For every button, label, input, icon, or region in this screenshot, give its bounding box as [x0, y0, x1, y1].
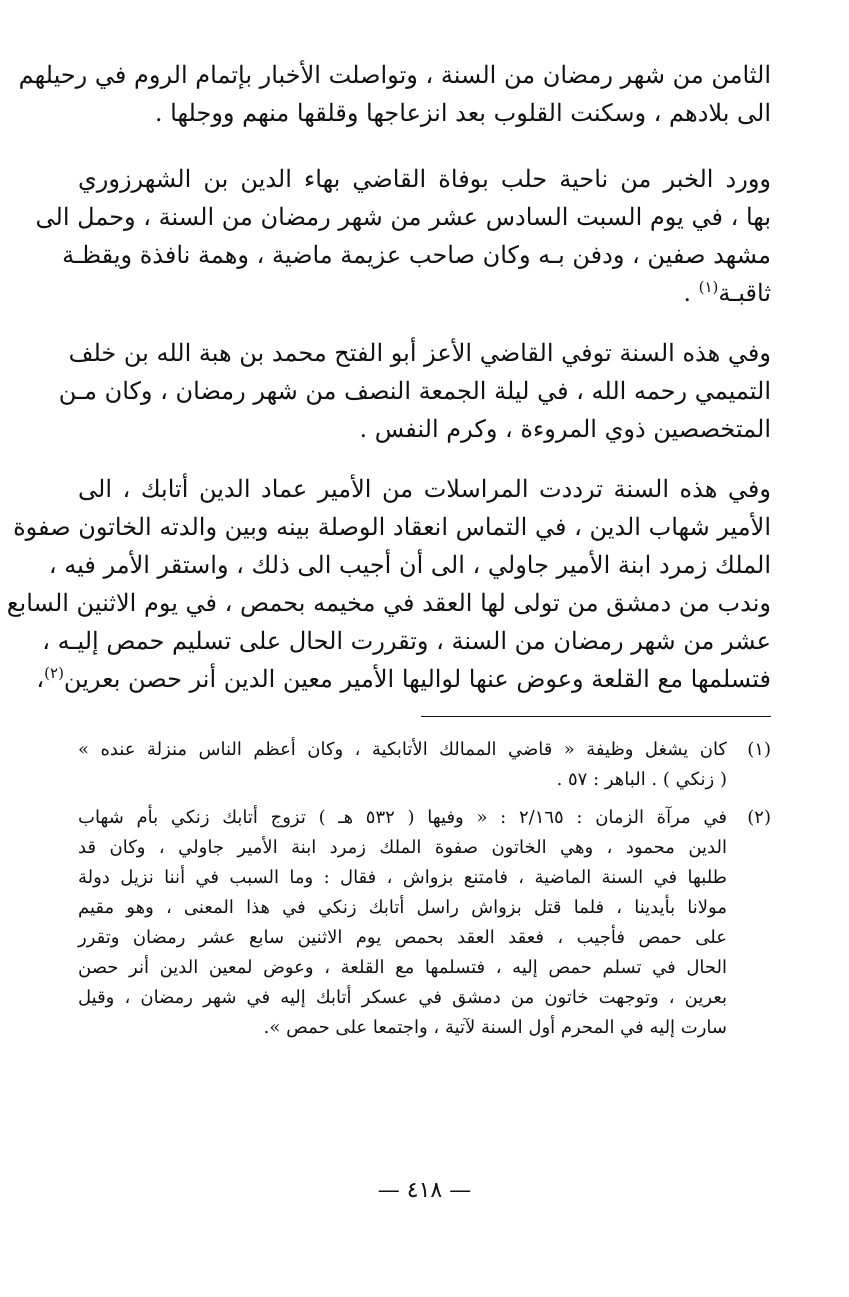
footnote-line: ( زنكي ) . الباهر : ٥٧ . — [556, 769, 727, 790]
footnote-2 — [78, 803, 771, 1043]
text-line: وفي هذه السنة ترددت المراسلات من الأمير عماد الدين أتابك ، الى — [78, 475, 771, 503]
footnote-body — [78, 735, 727, 795]
text-line: عشر من شهر رمضان من السنة ، وتقررت الحال على تسليم حمص إليـه ، — [42, 627, 771, 655]
footnote-line: كان يشغل وظيفة « قاضي الممالك الأتابكية ، وكان أعظم الناس منزلة عنده » — [78, 739, 727, 760]
text-line: مشهد صفين ، ودفن بـه وكان صاحب عزيمة ماضية ، وهمة نافذة ويقظـة — [62, 241, 771, 269]
text-fragment: ثاقبـة — [718, 279, 771, 307]
text-line: وندب من دمشق من تولى لها العقد في مخيمه بحمص ، في يوم الاثنين السابع — [6, 589, 771, 617]
footnote-number: (١) — [747, 739, 771, 760]
footnote-body — [78, 803, 727, 1043]
text-fragment: ، — [36, 665, 45, 693]
text-line — [36, 660, 771, 698]
text-line: بها ، في يوم السبت السادس عشر من شهر رمضان من السنة ، وحمل الى — [35, 203, 771, 231]
footnote-line: طلبها في السنة الماضية ، فامتنع بزواش ، فقال : وما السبب في أننا نزيل دولة — [78, 867, 727, 888]
footnote-1 — [78, 735, 771, 795]
paragraph-3 — [58, 334, 771, 448]
footnote-divider — [421, 716, 771, 717]
paragraph-4 — [6, 470, 771, 698]
text-line: الأمير شهاب الدين ، في التماس انعقاد الوصلة بينه وبين والدته الخاتون صفوة — [13, 513, 771, 541]
text-line: الملك زمرد ابنة الأمير جاولي ، الى أن أجيب الى ذلك ، واستقر الأمر فيه ، — [48, 551, 771, 579]
footnote-line: الحال في تسلم حمص إليه ، فتسلمها مع القلعة ، وعوض لمعين الدين أنر حصن — [78, 957, 727, 978]
footnote-line: في مرآة الزمان : ٢/١٦٥ : « وفيها ( ٥٣٢ هـ ) تزوج أتابك زنكي بأم شهاب — [78, 807, 727, 828]
footnote-ref-1[interactable]: (١) — [698, 278, 719, 296]
footnote-line: سارت إليه في المحرم أول السنة لآتية ، واجتمعا على حمص ». — [263, 1017, 727, 1038]
text-line: وورد الخبر من ناحية حلب بوفاة القاضي بهاء الدين بن الشهرزوري — [78, 165, 771, 193]
page-number: — ٤١٨ — — [377, 1178, 472, 1203]
footnote-line: الدين محمود ، وهي الخاتون صفوة الملك زمرد ابنة الأمير جاولي ، وكان قد — [78, 837, 727, 858]
text-line — [78, 274, 771, 312]
paragraph-1 — [18, 56, 771, 132]
text-line: التميمي رحمه الله ، في ليلة الجمعة النصف من شهر رمضان ، وكان مـن — [58, 377, 771, 405]
footnote-line: على حمص فأجيب ، فعقد العقد بحمص يوم الاثنين سابع عشر رمضان وتقرر — [78, 927, 727, 948]
text-fragment: فتسلمها مع القلعة وعوض عنها لواليها الأمير معين الدين أنر حصن بعرين — [63, 665, 771, 693]
footnote-number: (٢) — [747, 807, 771, 828]
text-line: الى بلادهم ، وسكنت القلوب بعد انزعاجها وقلقها منهم ووجلها . — [154, 99, 771, 127]
text-line: الثامن من شهر رمضان من السنة ، وتواصلت الأخبار بإتمام الروم في رحيلهم — [18, 61, 771, 89]
footnote-line: بعرين ، وتوجهت خاتون من دمشق في عسكر أتابك إليه في شهر رمضان ، وقيل — [78, 987, 728, 1008]
footnote-ref-2[interactable]: (٢) — [44, 664, 64, 682]
text-line: وفي هذه السنة توفي القاضي الأعز أبو الفتح محمد بن هبة الله بن خلف — [68, 339, 771, 367]
text-fragment: . — [683, 279, 699, 307]
text-line: المتخصصين ذوي المروءة ، وكرم النفس . — [359, 415, 771, 443]
paragraph-2 — [35, 160, 771, 312]
footnote-line: مولانا بأيدينا ، فلما قتل بزواش راسل أتابك زنكي في هذا المعنى ، وهو مقيم — [78, 897, 727, 918]
